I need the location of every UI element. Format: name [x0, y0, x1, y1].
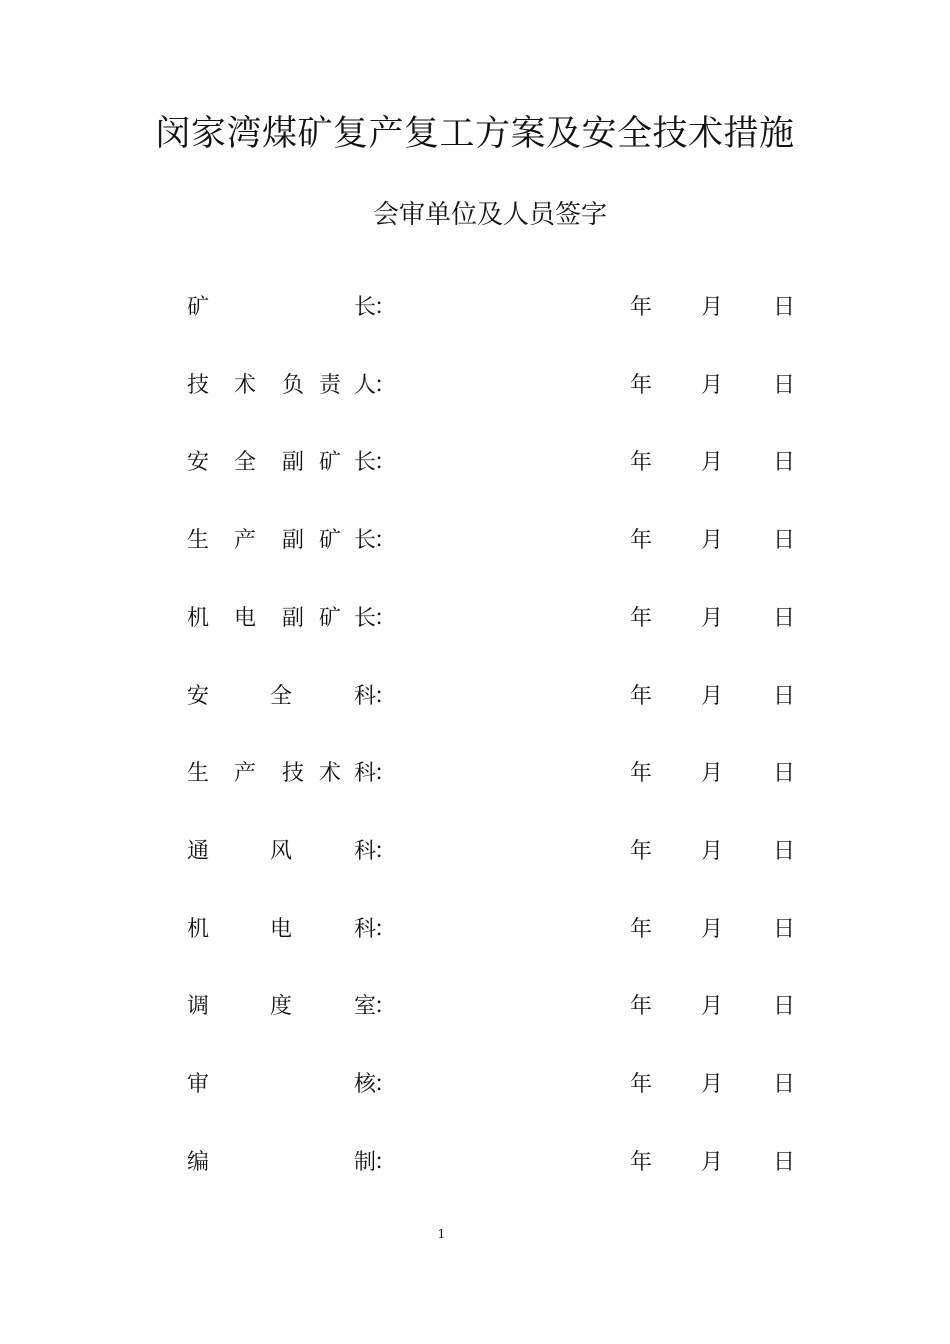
- date-year-label: 年: [629, 916, 652, 942]
- label-colon: ：: [374, 838, 397, 864]
- signature-row: [0, 288, 950, 328]
- role-label-char: 核: [353, 1072, 376, 1097]
- role-label-char: 度: [269, 994, 292, 1020]
- role-label-char: 技: [281, 761, 304, 787]
- date-month-label: 月: [700, 295, 723, 320]
- date-day-label: 日: [772, 1072, 795, 1097]
- role-label-char: 通: [186, 838, 209, 864]
- role-label-char: 科: [353, 683, 376, 709]
- date-month-label: 月: [700, 372, 723, 398]
- role-label-char: 风: [269, 838, 292, 864]
- signature-row: [0, 443, 950, 483]
- role-label-char: 全: [269, 683, 292, 709]
- signature-row: [0, 832, 950, 872]
- role-label-char: 科: [353, 761, 376, 787]
- label-colon: ：: [374, 605, 397, 631]
- date-day-label: 日: [772, 450, 795, 476]
- label-colon: ：: [374, 761, 397, 787]
- date-month-label: 月: [700, 1149, 723, 1175]
- label-colon: ：: [374, 295, 397, 320]
- role-label-char: 生: [186, 528, 209, 554]
- role-label-char: 矿: [318, 450, 341, 476]
- label-colon: ：: [374, 1149, 397, 1175]
- signature-row: [0, 521, 950, 561]
- date-day-label: 日: [772, 916, 795, 942]
- date-year-label: 年: [629, 295, 652, 320]
- date-month-label: 月: [700, 1072, 723, 1097]
- date-month-label: 月: [700, 683, 723, 709]
- page-number: 1: [437, 1227, 446, 1241]
- date-month-label: 月: [700, 528, 723, 554]
- date-month-label: 月: [700, 838, 723, 864]
- label-colon: ：: [374, 1072, 397, 1097]
- role-label-char: 电: [269, 916, 292, 942]
- role-label-char: 安: [186, 683, 209, 709]
- signature-row: [0, 599, 950, 639]
- role-label-char: 科: [353, 838, 376, 864]
- date-year-label: 年: [629, 838, 652, 864]
- role-label-char: 人: [353, 372, 376, 398]
- signature-row: [0, 754, 950, 794]
- label-colon: ：: [374, 994, 397, 1020]
- role-label-char: 制: [353, 1149, 376, 1175]
- role-label-char: 副: [281, 450, 304, 476]
- role-label-char: 责: [318, 372, 341, 398]
- signature-row: [0, 366, 950, 406]
- date-year-label: 年: [629, 683, 652, 709]
- role-label-char: 调: [186, 994, 209, 1020]
- role-label-char: 矿: [318, 605, 341, 631]
- role-label-char: 长: [353, 450, 376, 476]
- role-label-char: 矿: [318, 528, 341, 554]
- date-month-label: 月: [700, 916, 723, 942]
- signature-row: [0, 677, 950, 717]
- date-month-label: 月: [700, 761, 723, 787]
- role-label-char: 副: [281, 605, 304, 631]
- date-month-label: 月: [700, 994, 723, 1020]
- date-year-label: 年: [629, 450, 652, 476]
- role-label-char: 审: [186, 1072, 209, 1097]
- date-day-label: 日: [772, 761, 795, 787]
- date-day-label: 日: [772, 605, 795, 631]
- role-label-char: 长: [353, 605, 376, 631]
- label-colon: ：: [374, 683, 397, 709]
- role-label-char: 室: [353, 994, 376, 1020]
- document-subtitle: 会审单位及人员签字: [372, 200, 607, 230]
- date-day-label: 日: [772, 295, 795, 320]
- role-label-char: 机: [186, 605, 209, 631]
- role-label-char: 产: [233, 761, 256, 787]
- role-label-char: 术: [318, 761, 341, 787]
- label-colon: ：: [374, 450, 397, 476]
- signature-row: [0, 910, 950, 950]
- date-day-label: 日: [772, 372, 795, 398]
- role-label-char: 矿: [186, 295, 209, 320]
- role-label-char: 编: [186, 1149, 209, 1175]
- date-day-label: 日: [772, 683, 795, 709]
- date-day-label: 日: [772, 1149, 795, 1175]
- role-label-char: 长: [353, 528, 376, 554]
- role-label-char: 科: [353, 916, 376, 942]
- role-label-char: 副: [281, 528, 304, 554]
- role-label-char: 产: [233, 528, 256, 554]
- role-label-char: 机: [186, 916, 209, 942]
- role-label-char: 电: [233, 605, 256, 631]
- date-month-label: 月: [700, 450, 723, 476]
- date-month-label: 月: [700, 605, 723, 631]
- signature-row: [0, 1065, 950, 1105]
- date-year-label: 年: [629, 528, 652, 554]
- document-title: 闵家湾煤矿复产复工方案及安全技术措施: [155, 114, 795, 154]
- date-year-label: 年: [629, 605, 652, 631]
- date-year-label: 年: [629, 1149, 652, 1175]
- role-label-char: 全: [233, 450, 256, 476]
- date-year-label: 年: [629, 761, 652, 787]
- date-year-label: 年: [629, 372, 652, 398]
- role-label-char: 长: [353, 295, 376, 320]
- role-label-char: 负: [281, 372, 304, 398]
- date-day-label: 日: [772, 838, 795, 864]
- label-colon: ：: [374, 372, 397, 398]
- label-colon: ：: [374, 916, 397, 942]
- date-year-label: 年: [629, 994, 652, 1020]
- date-day-label: 日: [772, 994, 795, 1020]
- label-colon: ：: [374, 528, 397, 554]
- signature-row: [0, 1143, 950, 1183]
- date-day-label: 日: [772, 528, 795, 554]
- signature-row: [0, 987, 950, 1027]
- date-year-label: 年: [629, 1072, 652, 1097]
- role-label-char: 生: [186, 761, 209, 787]
- role-label-char: 安: [186, 450, 209, 476]
- role-label-char: 技: [186, 372, 209, 398]
- role-label-char: 术: [233, 372, 256, 398]
